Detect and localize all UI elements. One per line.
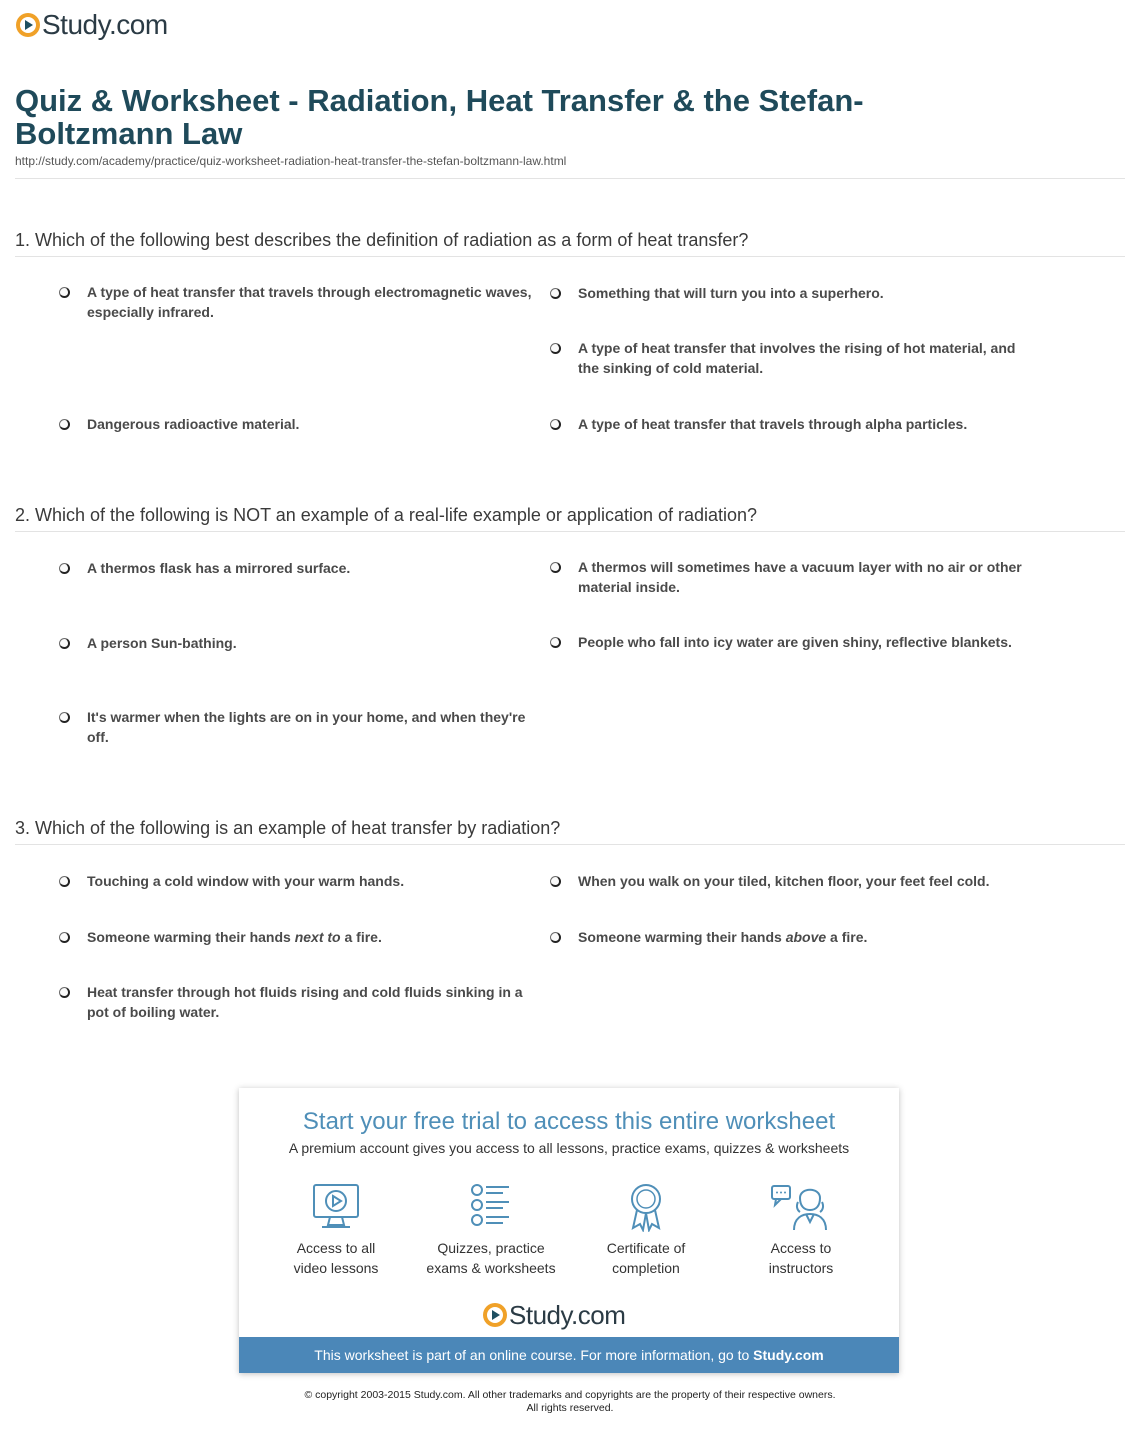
- logo-text: Study.com: [509, 1300, 626, 1330]
- play-logo-icon: [16, 13, 40, 37]
- feature-label: Quizzes, practice: [437, 1240, 545, 1256]
- feature-label: video lessons: [293, 1260, 379, 1276]
- radio-button[interactable]: [59, 563, 70, 574]
- feature-label: completion: [612, 1260, 680, 1276]
- divider: [15, 256, 1125, 257]
- q1-option-c[interactable]: [550, 338, 1028, 378]
- option-label: Heat transfer through hot fluids rising and cold fluids sinking in a pot of boiling water.: [87, 984, 523, 1020]
- copyright-line: © copyright 2003-2015 Study.com. All other trademarks and copyrights are the property of their respective owners.: [304, 1389, 836, 1401]
- free-trial-promo[interactable]: [239, 1088, 899, 1373]
- radio-button[interactable]: [59, 987, 70, 998]
- q1-option-e[interactable]: [550, 414, 1028, 434]
- q1-option-b[interactable]: [550, 283, 1028, 303]
- q2-option-b[interactable]: [550, 557, 1028, 597]
- radio-button[interactable]: [550, 932, 561, 943]
- promo-title: Start your free trial to access this entire worksheet: [302, 1108, 836, 1135]
- promo-footer-text: This worksheet is part of an online course. For more information, go to: [314, 1347, 754, 1363]
- feature-label: Access to: [770, 1240, 832, 1256]
- emphasis-text: above: [785, 929, 827, 945]
- option-label: A person Sun-bathing.: [87, 635, 237, 651]
- feature-certificate: [571, 1182, 721, 1278]
- option-label: Something that will turn you into a superhero.: [578, 285, 884, 301]
- option-label: Touching a cold window with your warm hands.: [87, 873, 405, 889]
- question-1-title: 1. Which of the following best describes the definition of radiation as a form of heat transfer?: [15, 230, 749, 250]
- divider: [15, 178, 1125, 179]
- option-label: Someone warming their hands next to a fire.: [87, 929, 382, 945]
- radio-button[interactable]: [550, 288, 561, 299]
- radio-button[interactable]: [550, 562, 561, 573]
- option-label: Someone warming their hands above a fire.: [578, 929, 868, 945]
- certificate-ribbon-icon: [620, 1182, 672, 1232]
- option-label: A thermos flask has a mirrored surface.: [87, 560, 351, 576]
- page-title: Quiz & Worksheet - Radiation, Heat Transfer & the Stefan-Boltzmann Law: [15, 83, 864, 151]
- copyright-line: All rights reserved.: [526, 1402, 614, 1414]
- instructor-chat-icon: [770, 1182, 832, 1232]
- emphasis-text: next to: [294, 929, 341, 945]
- q3-option-a[interactable]: [59, 871, 537, 891]
- video-monitor-icon: [310, 1182, 362, 1232]
- divider: [15, 844, 1125, 845]
- q3-option-d[interactable]: [550, 927, 1028, 947]
- option-label: A thermos will sometimes have a vacuum layer with no air or other material inside.: [578, 559, 1022, 595]
- logo-text: Study.com: [42, 9, 168, 40]
- radio-button[interactable]: [550, 419, 561, 430]
- site-logo[interactable]: [16, 10, 168, 40]
- option-label: A type of heat transfer that involves the rising of hot material, and the sinking of cold material.: [578, 340, 1016, 376]
- option-label: A type of heat transfer that travels through electromagnetic waves, especially infrared.: [87, 284, 532, 320]
- q3-option-e[interactable]: [59, 982, 537, 1022]
- promo-footer-link[interactable]: Study.com: [753, 1347, 824, 1363]
- option-label: People who fall into icy water are given shiny, reflective blankets.: [578, 634, 1012, 650]
- radio-button[interactable]: [59, 932, 70, 943]
- radio-button[interactable]: [550, 343, 561, 354]
- feature-label: instructors: [768, 1260, 834, 1276]
- radio-button[interactable]: [59, 712, 70, 723]
- promo-footer-bar: [239, 1337, 899, 1373]
- q2-option-d[interactable]: [550, 632, 1028, 652]
- feature-label: Certificate of: [606, 1240, 686, 1256]
- promo-logo[interactable]: [483, 1300, 625, 1330]
- q2-option-c[interactable]: [59, 633, 537, 653]
- checklist-icon: [465, 1182, 517, 1232]
- radio-button[interactable]: [59, 638, 70, 649]
- feature-quizzes: [416, 1182, 566, 1278]
- radio-button[interactable]: [59, 287, 70, 298]
- q3-option-c[interactable]: [59, 927, 537, 947]
- radio-button[interactable]: [550, 876, 561, 887]
- option-label: Dangerous radioactive material.: [87, 416, 300, 432]
- q2-option-e[interactable]: [59, 707, 537, 747]
- play-logo-icon: [483, 1303, 507, 1327]
- radio-button[interactable]: [550, 637, 561, 648]
- q3-option-b[interactable]: [550, 871, 1028, 891]
- q2-option-a[interactable]: [59, 558, 537, 578]
- option-label: A type of heat transfer that travels through alpha particles.: [578, 416, 968, 432]
- divider: [15, 531, 1125, 532]
- feature-instructors: [726, 1182, 876, 1278]
- option-label: It's warmer when the lights are on in your home, and when they're off.: [87, 709, 526, 745]
- feature-label: exams & worksheets: [426, 1260, 556, 1276]
- q1-option-d[interactable]: [59, 414, 537, 434]
- q1-option-a[interactable]: [59, 282, 537, 322]
- promo-subtitle: A premium account gives you access to all lessons, practice exams, quizzes & worksheets: [288, 1140, 850, 1156]
- copyright-notice: [0, 1389, 1140, 1415]
- radio-button[interactable]: [59, 419, 70, 430]
- option-label: When you walk on your tiled, kitchen floor, your feet feel cold.: [578, 873, 990, 889]
- feature-label: Access to all: [296, 1240, 376, 1256]
- question-3-title: 3. Which of the following is an example of heat transfer by radiation?: [15, 818, 561, 838]
- radio-button[interactable]: [59, 876, 70, 887]
- question-2-title: 2. Which of the following is NOT an example of a real-life example or application of radiation?: [15, 505, 758, 525]
- feature-video-lessons: [261, 1182, 411, 1278]
- page-url: http://study.com/academy/practice/quiz-worksheet-radiation-heat-transfer-the-stefan-boltzmann-law.html: [15, 154, 567, 168]
